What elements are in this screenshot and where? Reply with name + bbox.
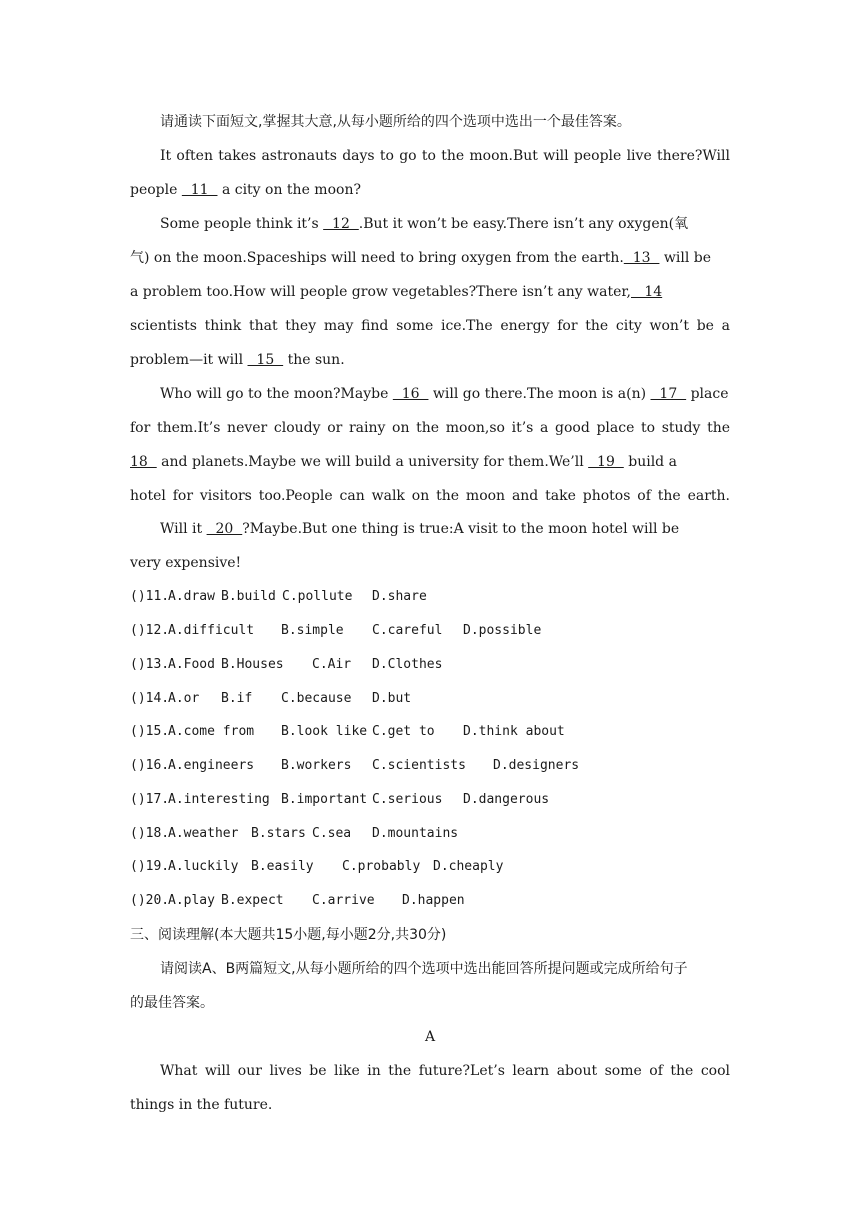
question-number: ()17. bbox=[130, 792, 170, 807]
option-d: D.possible bbox=[463, 623, 542, 638]
text: people bbox=[130, 182, 178, 198]
question-number: ()12. bbox=[130, 623, 170, 638]
text: a problem too.How will people grow vegetables?There isn’t any water, bbox=[130, 284, 631, 300]
text: will be bbox=[663, 250, 711, 266]
reading-instruction: 的最佳答案。 bbox=[130, 995, 214, 1011]
question-number: ()20. bbox=[130, 893, 170, 908]
option-c: C.get to bbox=[372, 724, 435, 739]
passage-line: It often takes astronauts days to go to the moon.But will people live there?Will bbox=[160, 148, 730, 164]
option-d: D.mountains bbox=[372, 826, 459, 841]
option-b: B.expect bbox=[221, 893, 284, 908]
passage-line: scientists think that they may find some ice.The energy for the city won’t be a bbox=[130, 318, 730, 334]
text: build a bbox=[628, 454, 677, 470]
option-a: A.engineers bbox=[168, 758, 255, 773]
option-a: A.play bbox=[168, 893, 215, 908]
text: Who will go to the moon?Maybe bbox=[160, 386, 389, 402]
question-number: ()19. bbox=[130, 859, 170, 874]
blank-19: 19 bbox=[588, 454, 624, 470]
option-a: A.come from bbox=[168, 724, 255, 739]
option-c: C.probably bbox=[342, 859, 421, 874]
option-b: B.look like bbox=[281, 724, 368, 739]
option-a: A.difficult bbox=[168, 623, 255, 638]
text: Some people think it’s bbox=[160, 216, 319, 232]
blank-15: 15 bbox=[247, 352, 284, 368]
section-heading: 三、阅读理解(本大题共15小题,每小题2分,共30分) bbox=[130, 927, 447, 943]
passage-line bbox=[160, 214, 730, 234]
passage-line bbox=[130, 452, 730, 472]
text: place bbox=[690, 386, 729, 402]
question-number: ()16. bbox=[130, 758, 170, 773]
option-b: B.if bbox=[221, 691, 253, 706]
option-c: C.pollute bbox=[282, 589, 353, 604]
option-a: A.or bbox=[168, 691, 200, 706]
option-a: A.interesting bbox=[168, 792, 270, 807]
text: .But it won’t be easy.There isn’t any oxygen(氧 bbox=[358, 216, 689, 232]
option-d: D.share bbox=[372, 589, 427, 604]
option-d: D.think about bbox=[463, 724, 565, 739]
passage-line bbox=[130, 350, 730, 370]
passage-line bbox=[160, 519, 730, 539]
option-d: D.cheaply bbox=[433, 859, 504, 874]
passage-line bbox=[130, 180, 730, 200]
option-b: B.stars bbox=[251, 826, 306, 841]
option-d: D.dangerous bbox=[463, 792, 550, 807]
option-b: B.easily bbox=[251, 859, 314, 874]
blank-16: 16 bbox=[392, 386, 429, 402]
question-number: ()14. bbox=[130, 691, 170, 706]
passage-line: things in the future. bbox=[130, 1097, 273, 1113]
option-c: C.because bbox=[281, 691, 352, 706]
text: problem—it will bbox=[130, 352, 244, 368]
blank-11: 11 bbox=[181, 182, 218, 198]
question-number: ()11. bbox=[130, 589, 170, 604]
blank-14: 14 bbox=[631, 284, 663, 300]
passage-line: What will our lives be like in the future?Let’s learn about some of the cool bbox=[160, 1063, 730, 1079]
option-c: C.Air bbox=[312, 657, 352, 672]
option-a: A.Food bbox=[168, 657, 215, 672]
blank-12: 12 bbox=[323, 216, 359, 232]
reading-instruction: 请阅读A、B两篇短文,从每小题所给的四个选项中选出能回答所提问题或完成所给句子 bbox=[160, 961, 688, 977]
option-c: C.sea bbox=[312, 826, 352, 841]
option-d: D.designers bbox=[493, 758, 580, 773]
option-d: D.happen bbox=[402, 893, 465, 908]
option-b: B.Houses bbox=[221, 657, 284, 672]
text: 气) on the moon.Spaceships will need to bring oxygen from the earth. bbox=[130, 250, 624, 266]
option-c: C.serious bbox=[372, 792, 443, 807]
option-b: B.simple bbox=[281, 623, 344, 638]
question-number: ()18. bbox=[130, 826, 170, 841]
option-b: B.important bbox=[281, 792, 368, 807]
option-d: D.Clothes bbox=[372, 657, 443, 672]
blank-18: 18 bbox=[130, 454, 157, 470]
question-number: ()15. bbox=[130, 724, 170, 739]
option-a: A.draw bbox=[168, 589, 215, 604]
option-d: D.but bbox=[372, 691, 412, 706]
text: and planets.Maybe we will build a university for them.We’ll bbox=[161, 454, 584, 470]
blank-17: 17 bbox=[650, 386, 687, 402]
passage-line: for them.It’s never cloudy or rainy on the moon,so it’s a good place to study the bbox=[130, 420, 730, 436]
text: will go there.The moon is a(n) bbox=[432, 386, 647, 402]
passage-line: hotel for visitors too.People can walk on the moon and take photos of the earth. bbox=[130, 488, 730, 504]
option-a: A.luckily bbox=[168, 859, 239, 874]
option-c: C.arrive bbox=[312, 893, 375, 908]
option-b: B.build bbox=[221, 589, 276, 604]
text: Will it bbox=[160, 521, 203, 537]
passage-letter: A bbox=[424, 1029, 436, 1045]
option-c: C.scientists bbox=[372, 758, 466, 773]
blank-20: 20 bbox=[206, 521, 243, 537]
text: ?Maybe.But one thing is true:A visit to the moon hotel will be bbox=[242, 521, 680, 537]
passage-line bbox=[130, 248, 730, 268]
blank-13: 13 bbox=[623, 250, 660, 266]
option-c: C.careful bbox=[372, 623, 443, 638]
passage-line bbox=[160, 384, 730, 404]
option-b: B.workers bbox=[281, 758, 352, 773]
question-number: ()13. bbox=[130, 657, 170, 672]
text: the sun. bbox=[287, 352, 345, 368]
cloze-instruction: 请通读下面短文,掌握其大意,从每小题所给的四个选项中选出一个最佳答案。 bbox=[160, 114, 631, 130]
passage-line bbox=[130, 282, 730, 302]
option-a: A.weather bbox=[168, 826, 239, 841]
text: a city on the moon? bbox=[221, 182, 361, 198]
passage-line: very expensive! bbox=[130, 555, 242, 571]
